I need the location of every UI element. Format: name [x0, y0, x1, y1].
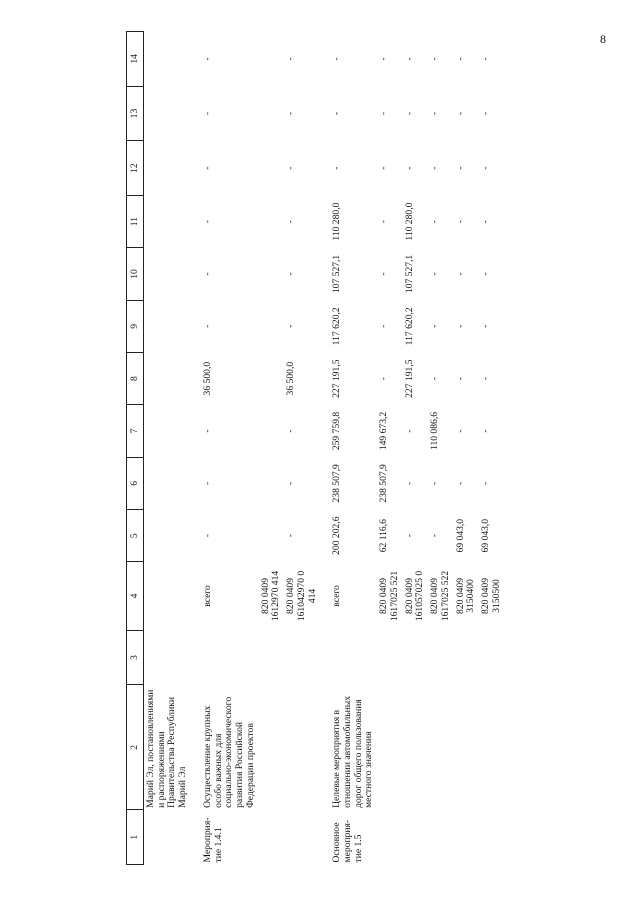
table-cell-col-14	[259, 32, 284, 87]
table-cell-col-6	[259, 457, 284, 509]
table-cell-col-11	[144, 195, 191, 247]
table-cell-col-14: -	[285, 57, 297, 61]
table-cell-col-14: -	[378, 57, 390, 61]
table-cell-col-12: -	[285, 166, 297, 170]
table-cell-col-11: -	[378, 220, 390, 224]
table-row	[428, 32, 453, 865]
table-cell-col-2	[479, 685, 504, 810]
table-cell-col-5: -	[429, 534, 441, 538]
table-cell-col-1	[377, 810, 402, 865]
table-cell-col-1	[144, 810, 191, 865]
table-cell-col-5: 62 116,6	[378, 519, 390, 553]
column-header-10: 10	[127, 248, 144, 300]
table-cell-col-13	[144, 86, 191, 141]
table-cell-col-7: 149 673,2	[378, 411, 390, 451]
table-row	[320, 32, 377, 865]
table-cell-col-4: 820 0409 161057025 0	[403, 570, 426, 622]
table-cell-col-2: Целевые мероприятия в отношении автомобильных дорог общего пользования местного значения	[331, 695, 375, 808]
table-cell-col-7: -	[201, 429, 213, 433]
table-cell-col-9	[144, 300, 191, 352]
table-cell-col-9: -	[201, 324, 213, 328]
table-cell-col-11: -	[454, 220, 466, 224]
table-cell-col-2	[428, 685, 453, 810]
column-header-6: 6	[127, 457, 144, 509]
table-cell-col-5: 200 202,6	[331, 516, 343, 555]
table-cell-col-2	[259, 685, 284, 810]
table-cell-col-14: -	[454, 57, 466, 61]
table-cell-col-6: -	[285, 481, 297, 485]
column-header-2: 2	[127, 685, 144, 810]
table-cell-col-3	[284, 630, 320, 685]
table-cell-col-12: -	[429, 166, 441, 170]
table-cell-col-14: -	[429, 57, 441, 61]
table-header-row	[127, 32, 144, 865]
table-cell-col-12	[259, 141, 284, 196]
table-cell-col-13: -	[201, 111, 213, 116]
table-cell-col-13: -	[480, 111, 492, 116]
table-cell-col-12: -	[331, 166, 343, 170]
column-header-4: 4	[127, 562, 144, 630]
column-header-13: 13	[127, 86, 144, 141]
table-cell-col-5	[144, 510, 191, 562]
table-cell-col-8: 36 500,0	[285, 361, 297, 396]
table-cell-col-3	[403, 630, 428, 685]
table-cell-col-3	[191, 630, 259, 685]
table-cell-col-7: -	[285, 429, 297, 433]
table-cell-col-7: 110 086,6	[429, 411, 441, 450]
table-cell-col-12: -	[403, 166, 415, 170]
table-cell-col-4: 820 0409 3150500	[480, 577, 502, 614]
column-header-8: 8	[127, 352, 144, 404]
budget-table	[126, 31, 505, 865]
table-row	[259, 32, 284, 865]
table-cell-col-9	[259, 300, 284, 352]
table-cell-col-10: 107 527,1	[331, 254, 343, 294]
table-cell-col-10: -	[201, 272, 213, 276]
table-cell-col-10	[144, 248, 191, 300]
table-cell-col-1	[428, 810, 453, 865]
table-cell-col-10: -	[429, 272, 441, 276]
table-cell-col-5	[259, 510, 284, 562]
table-cell-col-5: 69 043,0	[480, 518, 492, 553]
table-cell-col-13: -	[454, 111, 466, 116]
table-cell-col-12	[144, 141, 191, 196]
table-cell-col-4	[144, 562, 191, 630]
table-cell-col-4: 820 0409 1617025 521	[378, 570, 400, 622]
table-cell-col-11	[259, 195, 284, 247]
table-cell-col-11: 110 280,0	[331, 202, 343, 241]
table-cell-col-6: -	[454, 481, 466, 485]
table-cell-col-6: -	[201, 481, 213, 485]
table-cell-col-13: -	[378, 111, 390, 116]
table-cell-col-12: -	[201, 166, 213, 170]
table-cell-col-8: 227 191,5	[403, 359, 415, 398]
table-cell-col-11: -	[480, 220, 492, 224]
table-cell-col-13: -	[331, 111, 343, 116]
table-cell-col-7: -	[480, 429, 492, 433]
table-cell-col-2	[454, 685, 479, 810]
table-cell-col-3	[320, 630, 377, 685]
table-row	[403, 32, 428, 865]
table-cell-col-1: Мероприя-тие 1.4.1	[201, 817, 224, 863]
table-cell-col-8: 36 500,0	[201, 361, 213, 396]
table-cell-col-14: -	[403, 57, 415, 61]
table-cell-col-10: -	[454, 272, 466, 276]
table-cell-col-3	[428, 630, 453, 685]
table-cell-col-5: -	[285, 534, 297, 538]
table-row	[454, 32, 479, 865]
table-cell-col-7: 259 759,8	[331, 411, 343, 451]
table-cell-col-9: -	[429, 324, 441, 328]
table-cell-col-5: 69 043,0	[454, 518, 466, 553]
table-cell-col-1	[454, 810, 479, 865]
table-row	[144, 32, 191, 865]
table-cell-col-9: 117 620,2	[403, 307, 415, 346]
column-header-14: 14	[127, 32, 144, 87]
table-cell-col-2	[284, 685, 320, 810]
table-cell-col-12: -	[378, 166, 390, 170]
table-cell-col-2: Марий Эл, постановлениями и распоряжениями Правительства Республики Марий Эл	[145, 689, 189, 808]
table-cell-col-5: -	[403, 534, 415, 538]
table-cell-col-3	[144, 630, 191, 685]
table-cell-col-11: -	[285, 220, 297, 224]
table-cell-col-9: 117 620,2	[331, 307, 343, 346]
table-cell-col-6: -	[429, 481, 441, 485]
column-header-11: 11	[127, 195, 144, 247]
table-cell-col-3	[479, 630, 504, 685]
table-cell-col-11: 110 280,0	[403, 202, 415, 241]
column-header-7: 7	[127, 405, 144, 457]
table-cell-col-4: всего	[331, 585, 343, 607]
table-cell-col-14: -	[480, 57, 492, 61]
table-cell-col-4: 820 0409 161042970 0 414	[285, 570, 318, 622]
table-cell-col-1: Основное мероприя-тие 1.5	[331, 819, 364, 863]
table-cell-col-8: 227 191,5	[331, 359, 343, 398]
table-row	[191, 32, 259, 865]
table-cell-col-2	[403, 685, 428, 810]
column-header-5: 5	[127, 510, 144, 562]
table-cell-col-4: 820 0409 1612970 414	[259, 570, 282, 622]
table-cell-col-4: 820 0409 1617025 522	[429, 570, 451, 622]
column-header-12: 12	[127, 141, 144, 196]
table-cell-col-8: -	[378, 377, 390, 381]
table-cell-col-1	[479, 810, 504, 865]
table-cell-col-3	[259, 630, 284, 685]
table-cell-col-6	[144, 457, 191, 509]
table-cell-col-1	[284, 810, 320, 865]
table-cell-col-3	[377, 630, 402, 685]
table-cell-col-14: -	[201, 57, 213, 61]
table-cell-col-7: -	[403, 429, 415, 433]
table-cell-col-6: -	[480, 481, 492, 485]
table-cell-col-14	[144, 32, 191, 87]
table-cell-col-13: -	[285, 111, 297, 116]
table-cell-col-2: Осуществление крупных особо важных для социально-экономического развития Российской Федерации проектов	[201, 696, 256, 808]
table-row	[377, 32, 402, 865]
column-header-3: 3	[127, 630, 144, 685]
table-cell-col-13: -	[403, 111, 415, 116]
table-row	[284, 32, 320, 865]
table-cell-col-7	[144, 405, 191, 457]
table-cell-col-9: -	[480, 324, 492, 328]
table-cell-col-8: -	[429, 377, 441, 381]
table-cell-col-11: -	[429, 220, 441, 224]
table-cell-col-12: -	[454, 166, 466, 170]
table-cell-col-12: -	[480, 166, 492, 170]
table-body	[144, 32, 505, 865]
table-cell-col-3	[454, 630, 479, 685]
table-cell-col-13	[259, 86, 284, 141]
table-cell-col-9: -	[285, 324, 297, 328]
table-cell-col-14: -	[331, 57, 343, 61]
table-cell-col-4: 820 0409 3150400	[454, 577, 477, 614]
column-header-1: 1	[127, 810, 144, 865]
table-cell-col-9: -	[378, 324, 390, 328]
table-cell-col-13: -	[429, 111, 441, 116]
table-row	[479, 32, 504, 865]
table-cell-col-9: -	[454, 324, 466, 328]
table-cell-col-7	[259, 405, 284, 457]
table-cell-col-6: -	[403, 481, 415, 485]
table-cell-col-6: 238 507,9	[331, 464, 343, 503]
table-cell-col-10	[259, 248, 284, 300]
table-cell-col-5: -	[201, 534, 213, 538]
table-cell-col-10: -	[285, 272, 297, 276]
table-cell-col-10: -	[480, 272, 492, 276]
table-cell-col-8	[259, 352, 284, 404]
table-cell-col-11: -	[201, 220, 213, 224]
table-cell-col-2	[377, 685, 402, 810]
table-cell-col-6: 238 507,9	[378, 464, 390, 503]
table-cell-col-8: -	[454, 377, 466, 381]
column-header-9: 9	[127, 300, 144, 352]
table-cell-col-1	[259, 810, 284, 865]
table-cell-col-4: всего	[201, 585, 213, 607]
table-cell-col-10: -	[378, 272, 390, 276]
table-cell-col-8	[144, 352, 191, 404]
page-number: 8	[600, 32, 606, 46]
table-cell-col-10: 107 527,1	[403, 254, 415, 294]
table-cell-col-1	[403, 810, 428, 865]
table-cell-col-8: -	[480, 377, 492, 381]
table-cell-col-7: -	[454, 429, 466, 433]
